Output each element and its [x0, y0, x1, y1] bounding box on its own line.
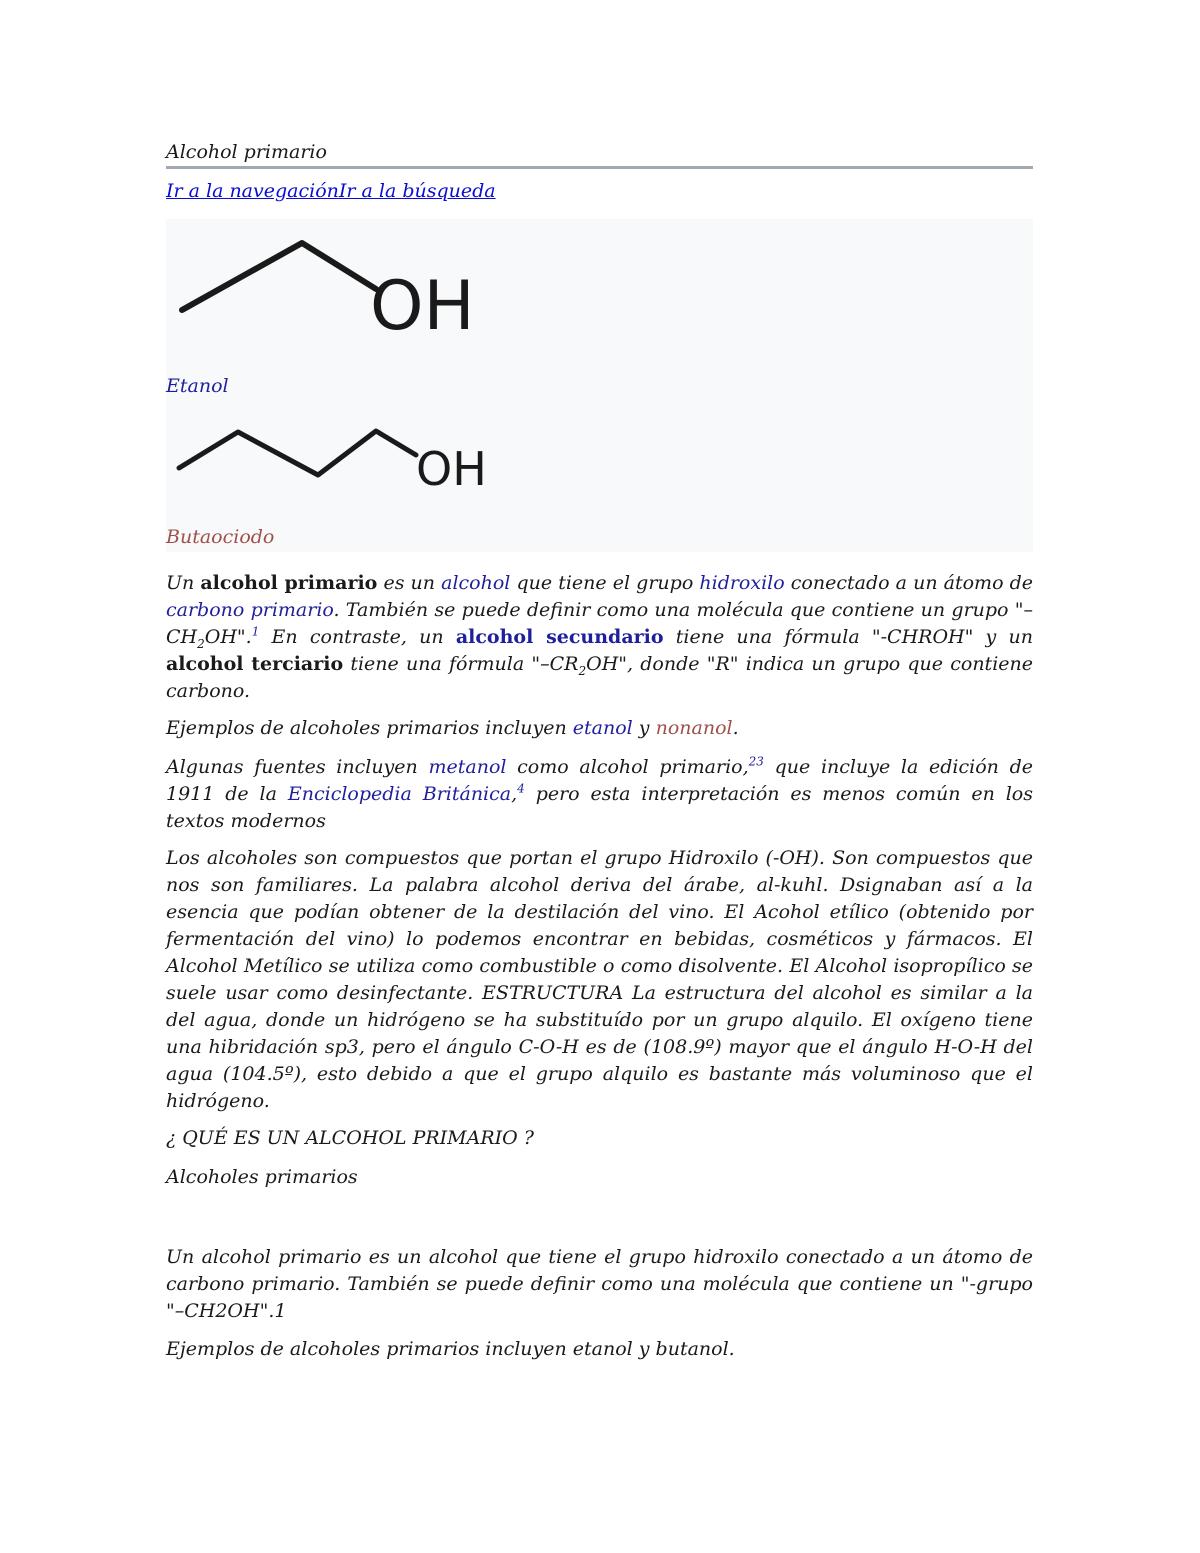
paragraph-sources	[166, 754, 1033, 835]
text-run: tiene una fórmula "-CHROH" y un	[663, 626, 1033, 648]
figure-caption-etanol: Etanol	[166, 375, 229, 397]
text-run: .	[732, 717, 739, 739]
ethanol-structure	[178, 231, 508, 341]
text-run: . También se puede definir como una molécula que contiene un grupo "–CH	[166, 599, 1033, 648]
butanol-oh-label: OH	[416, 442, 487, 493]
paragraph-examples-repeat: Ejemplos de alcoholes primarios incluyen etanol y butanol.	[166, 1338, 735, 1360]
reference-4[interactable]: 4	[517, 781, 525, 796]
text-run: y	[632, 717, 656, 739]
subscript: 2	[197, 636, 205, 651]
text-run: Un	[166, 572, 201, 594]
link-alcohol[interactable]: alcohol	[441, 572, 511, 594]
nav-link-navigation[interactable]: Ir a la navegación	[166, 180, 339, 202]
document-content	[166, 138, 1033, 1363]
subscript: 2	[578, 663, 587, 678]
paragraph-alcoholes-description: Los alcoholes son compuestos que portan el grupo Hidroxilo (-OH). Son compuestos que nos son familiares. La palabra alcohol deriva del árabe, al-kuhl. Dsignaban así a la esencia que podían obtener de la destilación del vino. El Acohol etílico (obtenido por fermentación del vino) lo podemos encontrar en bebidas, cosméticos y fármacos. El Alcohol Metílico se utiliza como combustible o como disolvente. El Alcohol isopropílico se suele usar como desinfectante. ESTRUCTURA La estructura del alcohol es similar a la del agua, donde un hidrógeno se ha substituído por un grupo alquilo. El oxígeno tiene una hibridación sp3, pero el ángulo C-O-H es de (108.9º) mayor que el ángulo H-O-H del agua (104.5º), esto debido a que el grupo alquilo es bastante más voluminoso que el hidrógeno.	[166, 847, 1033, 1112]
link-enciclopedia-britanica[interactable]: Enciclopedia Británica	[287, 783, 512, 805]
text-run: Algunas fuentes incluyen	[166, 756, 429, 778]
ethanol-oh-label: OH	[370, 267, 475, 341]
paragraph-definition	[166, 570, 1033, 705]
text-run: ,	[511, 783, 518, 805]
link-alcohol-secundario[interactable]: alcohol secundario	[455, 626, 664, 648]
link-carbono-primario[interactable]: carbono primario	[166, 599, 334, 621]
text-run: Ejemplos de alcoholes primarios incluyen	[166, 717, 573, 739]
text-run: En contraste, un	[259, 626, 456, 648]
page-title: Alcohol primario	[166, 138, 1033, 169]
nav-link-search[interactable]: Ir a la búsqueda	[338, 180, 496, 202]
skip-links	[166, 177, 1033, 205]
bold-term-alcohol-terciario: alcohol terciario	[166, 653, 344, 675]
link-metanol[interactable]: metanol	[428, 756, 507, 778]
text-run: conectado a un átomo de	[784, 572, 1034, 594]
paragraph-subheading: Alcoholes primarios	[166, 1166, 358, 1188]
figure-box	[166, 219, 1033, 552]
paragraph-question-heading: ¿ QUÉ ES UN ALCOHOL PRIMARIO ?	[166, 1127, 534, 1149]
reference-23[interactable]: 23	[748, 754, 764, 769]
text-run: como alcohol primario,	[506, 756, 749, 778]
paragraph-examples	[166, 715, 1033, 742]
text-run: tiene una fórmula "–CR	[343, 653, 579, 675]
link-nonanol[interactable]: nonanol	[655, 717, 733, 739]
text-run: OH", donde "R" indica un grupo que contiene carbono.	[166, 653, 1033, 702]
link-hidroxilo[interactable]: hidroxilo	[699, 572, 785, 594]
butanol-structure	[176, 421, 506, 493]
figure-caption-butaociodo: Butaociodo	[166, 526, 275, 548]
bold-term-alcohol-primario: alcohol primario	[200, 572, 378, 594]
text-run: que incluye la edición de 1911 de la	[166, 756, 1034, 805]
text-run: es un	[377, 572, 442, 594]
text-run: que tiene el grupo	[510, 572, 700, 594]
text-run: OH".	[204, 626, 252, 648]
reference-1[interactable]: 1	[251, 624, 260, 639]
paragraph-definition-repeat: Un alcohol primario es un alcohol que tiene el grupo hidroxilo conectado a un átomo de carbono primario. También se puede definir como una molécula que contiene un "-grupo "–CH2OH".1	[166, 1246, 1033, 1322]
text-run: pero esta interpretación es menos común en los textos modernos	[166, 783, 1033, 832]
link-etanol[interactable]: etanol	[572, 717, 633, 739]
